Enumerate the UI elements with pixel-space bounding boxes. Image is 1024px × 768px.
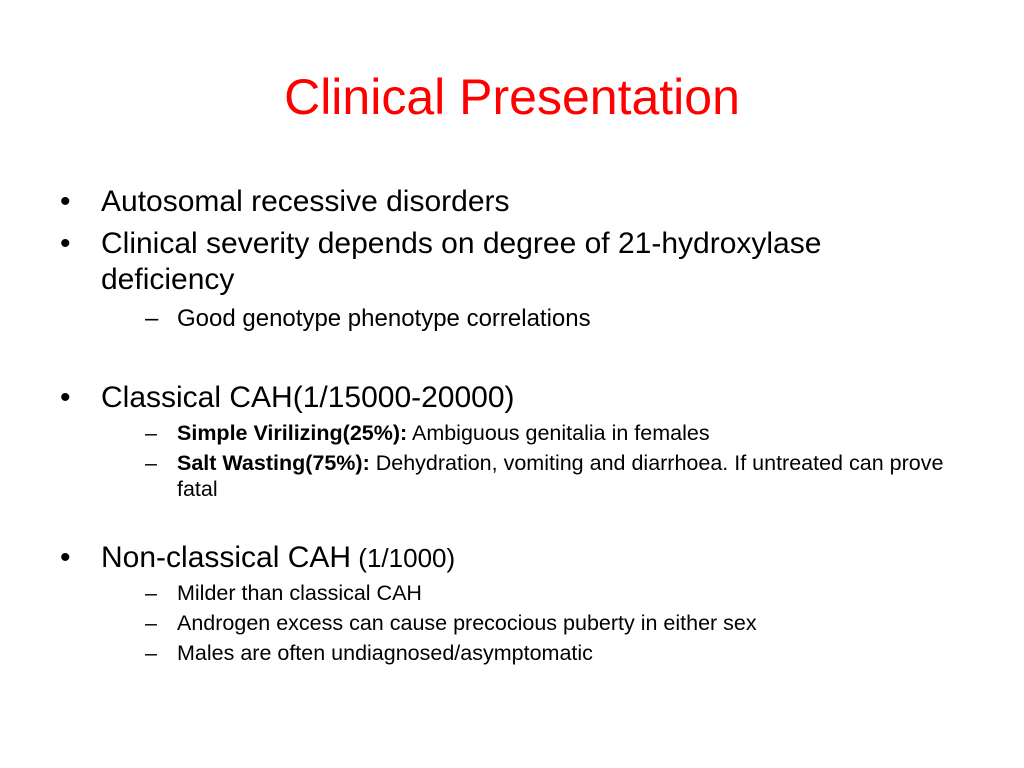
sub-bullet-text: Androgen excess can cause precocious puberty in either sex <box>177 611 757 635</box>
bullet-icon: • <box>60 381 71 414</box>
bullet-icon: • <box>60 541 71 574</box>
bullet-icon: • <box>60 185 71 218</box>
sub-bullet-text: Ambiguous genitalia in females <box>407 421 710 445</box>
dash-icon: – <box>145 581 157 605</box>
dash-icon: – <box>145 641 157 665</box>
sub-bullet-text: Good genotype phenotype correlations <box>177 305 591 332</box>
sub-bullet-bold-text: Simple Virilizing(25%): <box>177 421 408 445</box>
bullet-text: Classical CAH(1/15000-20000) <box>101 381 515 414</box>
dash-icon: – <box>145 451 157 475</box>
sub-bullet-bold-text: Salt Wasting(75%): <box>177 451 370 475</box>
sub-bullet-item <box>145 640 960 666</box>
sub-bullet-item <box>145 304 960 334</box>
bullet-text: Non-classical CAH <box>101 541 352 574</box>
slide-title: Clinical Presentation <box>284 69 740 125</box>
bullet-text: Autosomal recessive disorders <box>101 185 510 218</box>
bullet-icon: • <box>60 227 71 260</box>
sub-bullet-text: Milder than classical CAH <box>177 581 422 605</box>
bullet-item <box>60 184 960 220</box>
sub-bullet-item <box>145 450 960 502</box>
bullet-text: Clinical severity depends on degree of 21-hydroxylase deficiency <box>101 227 822 296</box>
sub-bullet-text: Males are often undiagnosed/asymptomatic <box>177 641 593 665</box>
dash-icon: – <box>145 305 159 332</box>
sub-bullet-item <box>145 610 960 636</box>
slide-content <box>60 178 960 666</box>
sub-bullet-item <box>145 580 960 606</box>
sub-bullet-item <box>145 420 960 446</box>
dash-icon: – <box>145 611 157 635</box>
bullet-item <box>60 540 960 576</box>
bullet-item <box>60 226 960 298</box>
bullet-suffix-text: (1/1000) <box>351 543 456 573</box>
sub-bullet-text: Dehydration, vomiting and diarrhoea. If untreated can prove fatal <box>177 451 944 501</box>
dash-icon: – <box>145 421 157 445</box>
bullet-item <box>60 380 960 416</box>
